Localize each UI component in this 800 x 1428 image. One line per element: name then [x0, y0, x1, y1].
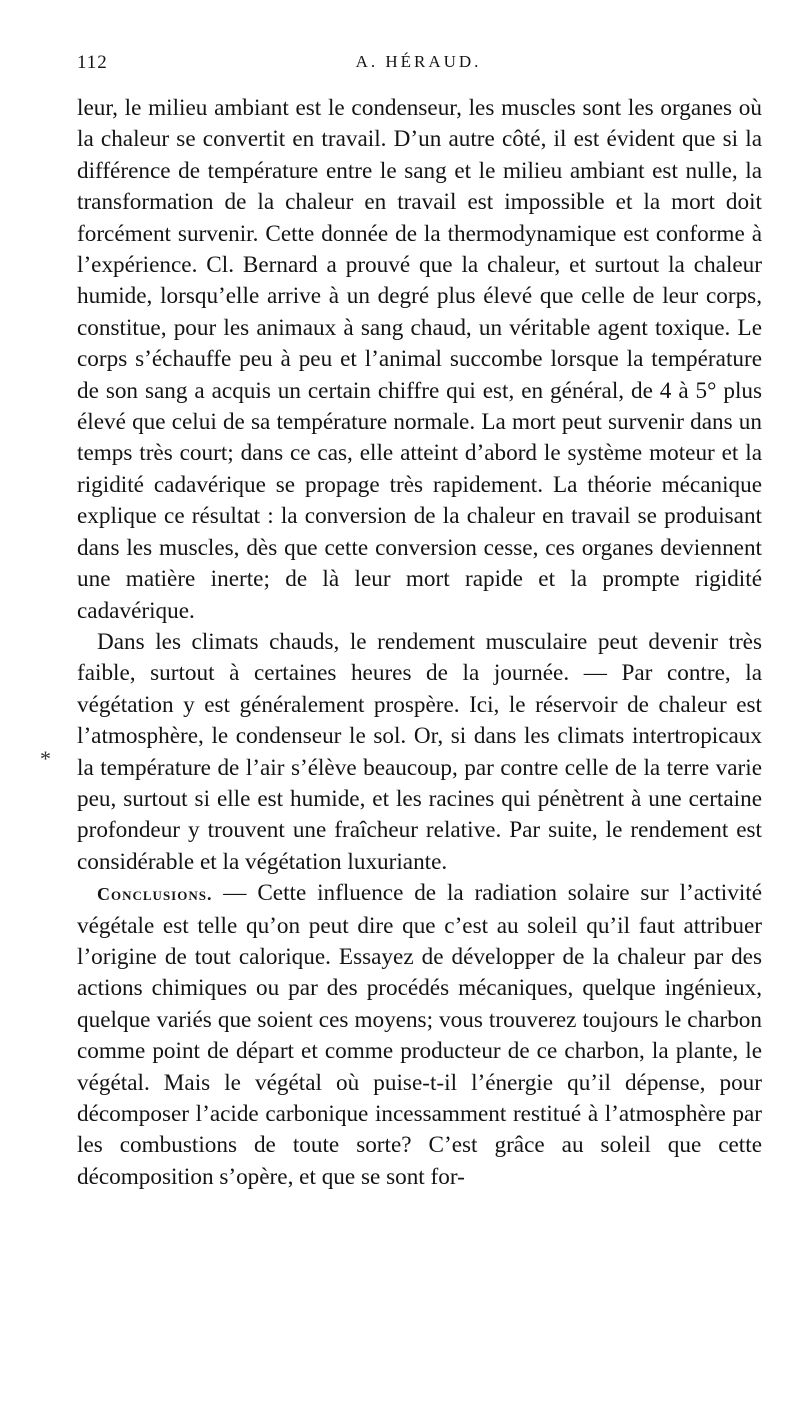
running-head-author: A. HÉRAUD. — [355, 52, 482, 71]
margin-asterisk-mark: * — [40, 746, 51, 771]
paragraph-2: Dans les climats chauds, le rendement musculaire peut devenir très faible, surtout à certaines heures de la journée. — Par contre, la végétation y est généralement prospère. Ici, le réservoir de chaleur est l’atmosphère, le condenseur le sol. Or, si dans les climats intertropicaux la température de l’air s’élève beaucoup, par contre celle de la terre varie peu, surtout si elle est humide, et les racines qui pénètrent à une certaine profondeur y trouvent une fraîcheur relative. Par suite, le rendement est considérable et la végétation luxuriante. — [77, 628, 762, 875]
paragraph-3 — [77, 878, 762, 1193]
paragraph-3-text: — Cette influence de la radiation solaire sur l’activité végétale est telle qu’on peut dire que c’est au soleil qu’il faut attribuer l’origine de tout calorique. Essayez de développer de la chaleur par des actions chimiques ou par des procédés mécaniques, quelque ingénieux, quelque variés que soient ces moyens; vous trouverez toujours le charbon comme point de départ et comme producteur de ce charbon, la plante, le végétal. Mais le végétal où puise-t-il l’énergie qu’il dépense, pour décomposer l’acide carbonique incessamment restitué à l’atmosphère par les combustions de toute sorte? C’est grâce au soleil que cette décomposition s’opère, et que se sont for- — [77, 880, 762, 1190]
body-text — [77, 93, 762, 1193]
paragraph-1: leur, le milieu ambiant est le condenseur, les muscles sont les organes où la chaleur se convertit en travail. D’un autre côté, il est évident que si la différence de température entre le sang et le milieu ambiant est nulle, la transformation de la chaleur en travail est impossible et la mort doit forcément survenir. Cette donnée de la thermodynamique est conforme à l’expérience. Cl. Bernard a prouvé que la chaleur, et surtout la chaleur humide, lorsqu’elle arrive à un degré plus élevé que celle de leur corps, constitue, pour les animaux à sang chaud, un véritable agent toxique. Le corps s’échauffe peu à peu et l’animal succombe lorsque la température de son sang a acquis un certain chiffre qui est, en général, de 4 à 5° plus élevé que celui de sa température normale. La mort peut survenir dans un temps très court; dans ce cas, elle atteint d’abord le système moteur et la rigidité cadavérique se propage très rapidement. La théorie mécanique explique ce résultat : la conversion de la chaleur en travail se produisant dans les muscles, dès que cette conversion cesse, ces organes deviennent une matière inerte; de là leur mort rapide et la prompte rigidité cadavérique. — [77, 95, 762, 624]
running-head — [77, 52, 760, 80]
conclusions-heading: Conclusions. — [97, 884, 213, 905]
page-number: 112 — [77, 52, 108, 73]
